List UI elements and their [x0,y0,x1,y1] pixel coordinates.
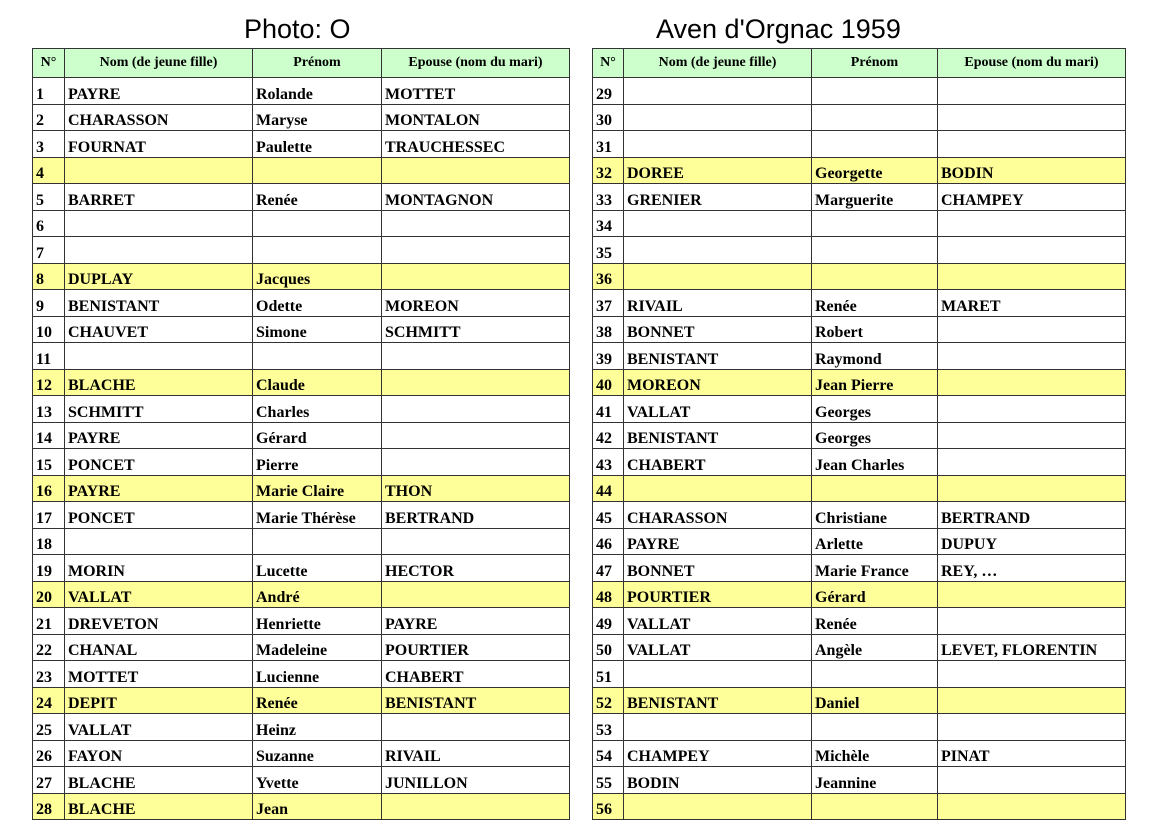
title-right: Aven d'Orgnac 1959 [656,14,901,44]
cell-maiden-name: VALLAT [624,396,812,423]
cell-spouse: BODIN [938,157,1126,184]
cell-first-name [812,78,938,105]
table-row [33,793,570,820]
cell-first-name: Madeleine [253,634,382,661]
cell-number: 47 [593,555,624,582]
cell-maiden-name: BLACHE [65,369,253,396]
cell-number: 55 [593,767,624,794]
cell-number: 36 [593,263,624,290]
table-row [33,475,570,502]
cell-first-name: Michèle [812,740,938,767]
cell-maiden-name: MORIN [65,555,253,582]
cell-number: 7 [33,237,65,264]
table-row [593,237,1126,264]
cell-spouse: BERTRAND [382,502,570,529]
table-row [33,528,570,555]
cell-spouse [382,793,570,820]
cell-number: 50 [593,634,624,661]
cell-spouse [382,157,570,184]
cell-spouse [382,581,570,608]
cell-first-name: Georges [812,422,938,449]
cell-spouse [938,661,1126,688]
cell-maiden-name: VALLAT [65,714,253,741]
cell-number: 3 [33,131,65,158]
header-row [593,49,1126,78]
cell-spouse [382,210,570,237]
cell-first-name: Jeannine [812,767,938,794]
cell-maiden-name: FOURNAT [65,131,253,158]
cell-first-name [812,714,938,741]
cell-maiden-name [624,210,812,237]
cell-number: 2 [33,104,65,131]
cell-number: 32 [593,157,624,184]
cell-number: 53 [593,714,624,741]
cell-number: 37 [593,290,624,317]
cell-spouse: MOREON [382,290,570,317]
cell-maiden-name: RIVAIL [624,290,812,317]
cell-spouse [382,263,570,290]
cell-first-name: Paulette [253,131,382,158]
table-row [33,608,570,635]
cell-first-name [812,661,938,688]
table-row [33,263,570,290]
cell-first-name: Claude [253,369,382,396]
cell-maiden-name: BODIN [624,767,812,794]
cell-maiden-name [624,131,812,158]
table-row [593,661,1126,688]
cell-spouse [382,343,570,370]
cell-spouse [938,316,1126,343]
cell-number: 6 [33,210,65,237]
cell-first-name: Marie France [812,555,938,582]
cell-number: 29 [593,78,624,105]
cell-maiden-name: VALLAT [624,634,812,661]
cell-first-name: Henriette [253,608,382,635]
cell-first-name: Yvette [253,767,382,794]
cell-first-name: Lucette [253,555,382,582]
cell-maiden-name: VALLAT [624,608,812,635]
cell-spouse: DUPUY [938,528,1126,555]
cell-maiden-name: PAYRE [65,422,253,449]
table-row [593,343,1126,370]
cell-maiden-name [624,78,812,105]
cell-maiden-name: DUPLAY [65,263,253,290]
cell-spouse: SCHMITT [382,316,570,343]
cell-first-name [253,343,382,370]
cell-number: 10 [33,316,65,343]
cell-first-name: Christiane [812,502,938,529]
cell-first-name: Suzanne [253,740,382,767]
table-row [33,422,570,449]
cell-first-name [812,237,938,264]
cell-first-name: Simone [253,316,382,343]
cell-spouse [382,449,570,476]
cell-number: 14 [33,422,65,449]
cell-first-name: Georgette [812,157,938,184]
cell-number: 17 [33,502,65,529]
cell-spouse [938,608,1126,635]
cell-spouse [382,237,570,264]
cell-maiden-name: BENISTANT [65,290,253,317]
cell-number: 5 [33,184,65,211]
cell-maiden-name [624,475,812,502]
cell-maiden-name: CHAMPEY [624,740,812,767]
table-row [33,290,570,317]
cell-maiden-name [65,528,253,555]
cell-number: 25 [33,714,65,741]
cell-maiden-name [65,343,253,370]
table-row [593,157,1126,184]
table-row [33,104,570,131]
table-row [33,78,570,105]
cell-spouse: REY, … [938,555,1126,582]
table-row [593,449,1126,476]
cell-maiden-name [65,237,253,264]
table-row [593,290,1126,317]
header-first-name: Prénom [812,49,938,78]
cell-first-name: Jacques [253,263,382,290]
cell-first-name [253,528,382,555]
header-spouse: Epouse (nom du mari) [938,49,1126,78]
table-row [33,449,570,476]
cell-spouse [938,449,1126,476]
cell-maiden-name: CHAUVET [65,316,253,343]
cell-first-name: Rolande [253,78,382,105]
table-row [593,581,1126,608]
cell-maiden-name: BENISTANT [624,422,812,449]
title-left: Photo: O [244,14,351,44]
table-row [593,184,1126,211]
cell-first-name: Renée [253,687,382,714]
table-row [33,131,570,158]
cell-number: 52 [593,687,624,714]
cell-maiden-name: GRENIER [624,184,812,211]
cell-spouse: HECTOR [382,555,570,582]
cell-number: 1 [33,78,65,105]
cell-maiden-name: PONCET [65,502,253,529]
cell-first-name: Odette [253,290,382,317]
table-row [33,581,570,608]
table-row [33,634,570,661]
cell-first-name: Charles [253,396,382,423]
cell-number: 44 [593,475,624,502]
cell-maiden-name: BENISTANT [624,343,812,370]
cell-number: 20 [33,581,65,608]
cell-spouse: TRAUCHESSEC [382,131,570,158]
cell-maiden-name: VALLAT [65,581,253,608]
cell-maiden-name: DREVETON [65,608,253,635]
cell-number: 12 [33,369,65,396]
table-row [593,316,1126,343]
table-row [593,369,1126,396]
cell-number: 39 [593,343,624,370]
cell-number: 34 [593,210,624,237]
table-row [33,661,570,688]
cell-maiden-name: PAYRE [624,528,812,555]
cell-maiden-name [624,263,812,290]
table-row [33,767,570,794]
cell-number: 38 [593,316,624,343]
cell-number: 16 [33,475,65,502]
table-row [33,343,570,370]
cell-number: 22 [33,634,65,661]
cell-number: 33 [593,184,624,211]
cell-spouse [382,396,570,423]
cell-spouse: PINAT [938,740,1126,767]
cell-spouse [938,767,1126,794]
cell-maiden-name: FAYON [65,740,253,767]
cell-first-name: Jean Charles [812,449,938,476]
table-row [33,369,570,396]
cell-number: 4 [33,157,65,184]
cell-number: 8 [33,263,65,290]
cell-spouse: CHAMPEY [938,184,1126,211]
cell-first-name: Jean Pierre [812,369,938,396]
table-row [593,608,1126,635]
cell-maiden-name: POURTIER [624,581,812,608]
cell-spouse [938,210,1126,237]
table-row [593,687,1126,714]
header-maiden-name: Nom (de jeune fille) [65,49,253,78]
cell-spouse [382,422,570,449]
cell-first-name: Gérard [253,422,382,449]
cell-first-name [253,210,382,237]
header-first-name: Prénom [253,49,382,78]
cell-spouse [938,263,1126,290]
cell-number: 56 [593,793,624,820]
cell-number: 43 [593,449,624,476]
cell-number: 40 [593,369,624,396]
cell-maiden-name: DEPIT [65,687,253,714]
cell-first-name: André [253,581,382,608]
cell-spouse: PAYRE [382,608,570,635]
roster-table-left [32,48,570,820]
cell-number: 13 [33,396,65,423]
cell-spouse [938,237,1126,264]
table-row [33,396,570,423]
table-row [593,263,1126,290]
cell-first-name: Jean [253,793,382,820]
cell-number: 9 [33,290,65,317]
cell-first-name [253,237,382,264]
cell-spouse: BENISTANT [382,687,570,714]
cell-number: 49 [593,608,624,635]
cell-spouse [938,131,1126,158]
cell-number: 15 [33,449,65,476]
cell-number: 27 [33,767,65,794]
cell-spouse [382,528,570,555]
cell-first-name [812,131,938,158]
cell-maiden-name [624,104,812,131]
cell-number: 30 [593,104,624,131]
cell-maiden-name: BONNET [624,555,812,582]
cell-first-name: Lucienne [253,661,382,688]
cell-spouse [938,687,1126,714]
cell-maiden-name [624,661,812,688]
cell-spouse [938,475,1126,502]
table-row [593,740,1126,767]
table-row [593,714,1126,741]
cell-number: 35 [593,237,624,264]
cell-spouse: MONTALON [382,104,570,131]
cell-spouse [938,422,1126,449]
table-row [33,237,570,264]
roster-table-right [592,48,1126,820]
cell-number: 23 [33,661,65,688]
header-maiden-name: Nom (de jeune fille) [624,49,812,78]
cell-number: 26 [33,740,65,767]
table-row [33,555,570,582]
cell-number: 28 [33,793,65,820]
table-row [593,131,1126,158]
table-row [33,316,570,343]
table-row [593,210,1126,237]
cell-first-name: Renée [253,184,382,211]
cell-maiden-name: BENISTANT [624,687,812,714]
cell-number: 31 [593,131,624,158]
cell-first-name: Pierre [253,449,382,476]
cell-spouse: POURTIER [382,634,570,661]
table-row [593,634,1126,661]
cell-first-name [253,157,382,184]
cell-first-name [812,104,938,131]
cell-maiden-name: CHARASSON [624,502,812,529]
cell-first-name: Georges [812,396,938,423]
cell-first-name: Marie Thérèse [253,502,382,529]
table-row [593,555,1126,582]
table-row [593,104,1126,131]
cell-first-name: Daniel [812,687,938,714]
cell-maiden-name [65,157,253,184]
cell-number: 24 [33,687,65,714]
cell-spouse [938,714,1126,741]
cell-number: 21 [33,608,65,635]
cell-first-name: Maryse [253,104,382,131]
cell-spouse: RIVAIL [382,740,570,767]
cell-first-name [812,263,938,290]
table-row [33,687,570,714]
table-row [33,502,570,529]
header-number: N° [593,49,624,78]
table-row [593,422,1126,449]
cell-maiden-name: SCHMITT [65,396,253,423]
cell-spouse [938,396,1126,423]
cell-maiden-name [65,210,253,237]
cell-first-name: Renée [812,290,938,317]
cell-spouse: MONTAGNON [382,184,570,211]
cell-maiden-name [624,237,812,264]
table-row [593,78,1126,105]
cell-number: 19 [33,555,65,582]
cell-spouse [938,369,1126,396]
header-spouse: Epouse (nom du mari) [382,49,570,78]
table-row [33,740,570,767]
cell-maiden-name: MOREON [624,369,812,396]
cell-spouse: CHABERT [382,661,570,688]
header-row [33,49,570,78]
cell-spouse: THON [382,475,570,502]
cell-spouse [938,793,1126,820]
cell-number: 18 [33,528,65,555]
cell-maiden-name: PAYRE [65,78,253,105]
cell-first-name: Marie Claire [253,475,382,502]
cell-number: 46 [593,528,624,555]
table-row [593,502,1126,529]
table-row [593,793,1126,820]
cell-first-name: Heinz [253,714,382,741]
cell-first-name: Angèle [812,634,938,661]
cell-spouse [938,104,1126,131]
table-row [33,184,570,211]
cell-first-name: Gérard [812,581,938,608]
table-row [33,714,570,741]
cell-spouse: LEVET, FLORENTIN [938,634,1126,661]
cell-first-name: Raymond [812,343,938,370]
cell-number: 45 [593,502,624,529]
cell-number: 51 [593,661,624,688]
cell-maiden-name: BARRET [65,184,253,211]
cell-maiden-name: DOREE [624,157,812,184]
cell-number: 11 [33,343,65,370]
table-row [593,475,1126,502]
cell-maiden-name: MOTTET [65,661,253,688]
cell-spouse [938,581,1126,608]
header-number: N° [33,49,65,78]
cell-maiden-name: BLACHE [65,767,253,794]
cell-spouse [382,369,570,396]
cell-maiden-name: PONCET [65,449,253,476]
table-row [33,157,570,184]
cell-number: 41 [593,396,624,423]
cell-number: 54 [593,740,624,767]
table-row [33,210,570,237]
cell-number: 48 [593,581,624,608]
cell-maiden-name: BONNET [624,316,812,343]
cell-first-name [812,475,938,502]
cell-first-name [812,793,938,820]
table-row [593,528,1126,555]
cell-spouse: MOTTET [382,78,570,105]
cell-first-name: Robert [812,316,938,343]
cell-spouse [938,343,1126,370]
cell-maiden-name: CHARASSON [65,104,253,131]
cell-spouse: BERTRAND [938,502,1126,529]
cell-first-name: Arlette [812,528,938,555]
cell-number: 42 [593,422,624,449]
cell-spouse [382,714,570,741]
cell-maiden-name: BLACHE [65,793,253,820]
table-row [593,396,1126,423]
cell-maiden-name: CHANAL [65,634,253,661]
cell-first-name: Marguerite [812,184,938,211]
cell-first-name [812,210,938,237]
cell-maiden-name: CHABERT [624,449,812,476]
cell-maiden-name [624,793,812,820]
cell-maiden-name [624,714,812,741]
table-row [593,767,1126,794]
cell-maiden-name: PAYRE [65,475,253,502]
cell-spouse: JUNILLON [382,767,570,794]
cell-spouse [938,78,1126,105]
cell-spouse: MARET [938,290,1126,317]
cell-first-name: Renée [812,608,938,635]
